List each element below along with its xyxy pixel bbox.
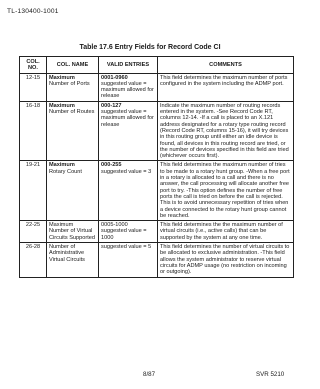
table-row: [20, 161, 294, 221]
name-rest: Number of Virtual Circuits Supported: [49, 228, 96, 241]
table-title: Table 17.6 Entry Fields for Record Code CI: [79, 44, 221, 51]
valid-rest: suggested value = 3: [101, 168, 152, 175]
name-rest: Number of Administrative Virtual Circuits: [49, 244, 85, 263]
row-valid-entries: [99, 101, 158, 161]
row-comments: This field determines the maximum number of tries to be made to a rotary hunt group. -When a free port in a rotary is allocated to a call and there is no answer, the call processing will allocate another free port to try. -This option defines the number of free ports the call is tried on before the call is rejected. This is to avoid unnecessary repetition of tries when a device connected to the rotary hunt group cannot be reached.: [158, 161, 294, 221]
row-col-no: 22-25: [20, 221, 47, 243]
table-row: [20, 243, 294, 277]
table-header-row: [20, 57, 294, 74]
document-id: TL-130400-1001: [7, 8, 59, 15]
name-rest: Rotary Count: [49, 168, 82, 175]
name-main: Maximum: [49, 162, 75, 169]
row-col-name: [47, 73, 99, 101]
row-comments: This field determines the the maximum number of virtual circuits (i.e., active calls) that can be supported by the system at any one time.: [158, 221, 294, 243]
name-rest: Number of Ports: [49, 80, 90, 87]
name-main: Maximum: [49, 74, 75, 81]
row-col-name: [47, 101, 99, 161]
page-number: 8/87: [143, 371, 156, 378]
valid-main: 0001-0960: [101, 74, 128, 81]
name-rest: Number of Routes: [49, 109, 95, 116]
row-valid-entries: [99, 243, 158, 277]
valid-entries-header: VALID ENTRIES: [99, 57, 158, 74]
row-comments: This field determines the maximum number of ports configured in the system including the ADMP port.: [158, 73, 294, 101]
row-col-name: [47, 161, 99, 221]
valid-main: 0005-1000: [101, 222, 128, 229]
entry-fields-table: [19, 56, 294, 278]
valid-rest: suggested value = 5: [101, 244, 152, 251]
row-col-no: 12-15: [20, 73, 47, 101]
valid-main: 000-255: [101, 162, 122, 169]
comments-header: COMMENTS: [158, 57, 294, 74]
col-name-header: COL. NAME: [47, 57, 99, 74]
row-col-no: 16-18: [20, 101, 47, 161]
table-row: [20, 101, 294, 161]
row-col-name: [47, 243, 99, 277]
release-label: SVR 5210: [256, 371, 285, 378]
table-row: [20, 221, 294, 243]
row-comments: This field determines the number of virtual circuits to be allocated to exclusive administration. -This field allows the system administrator to reserve virtual circuits for ADMP usage (no restriction on incoming or outgoing).: [158, 243, 294, 277]
valid-rest: suggested value = maximum allowed for release: [101, 109, 154, 128]
row-valid-entries: [99, 221, 158, 243]
name-main: Maximum: [49, 102, 75, 109]
col-no-header: COL. NO.: [20, 57, 47, 74]
row-col-no: 19-21: [20, 161, 47, 221]
valid-rest: suggested value = maximum allowed for release: [101, 80, 154, 100]
row-col-no: 26-28: [20, 243, 47, 277]
table-row: [20, 73, 294, 101]
valid-main: 000-127: [101, 102, 122, 109]
row-col-name: [47, 221, 99, 243]
valid-rest: suggested value = 1000: [101, 228, 147, 241]
row-valid-entries: [99, 161, 158, 221]
row-comments: Indicate the maximum number of routing records entered in the system. -See Record Code RT, columns 12-14. -If a call is placed to an X.121 address designated for a rotary type routing record (Record Code RT, columns 15-16), it will try devices in this routing group until either an idle device is found, all devices in this routing record are tried, or the number of devices specified in this field are tried (whichever occurs first).: [158, 101, 294, 161]
row-valid-entries: [99, 73, 158, 101]
name-main: Maximum: [49, 222, 74, 229]
